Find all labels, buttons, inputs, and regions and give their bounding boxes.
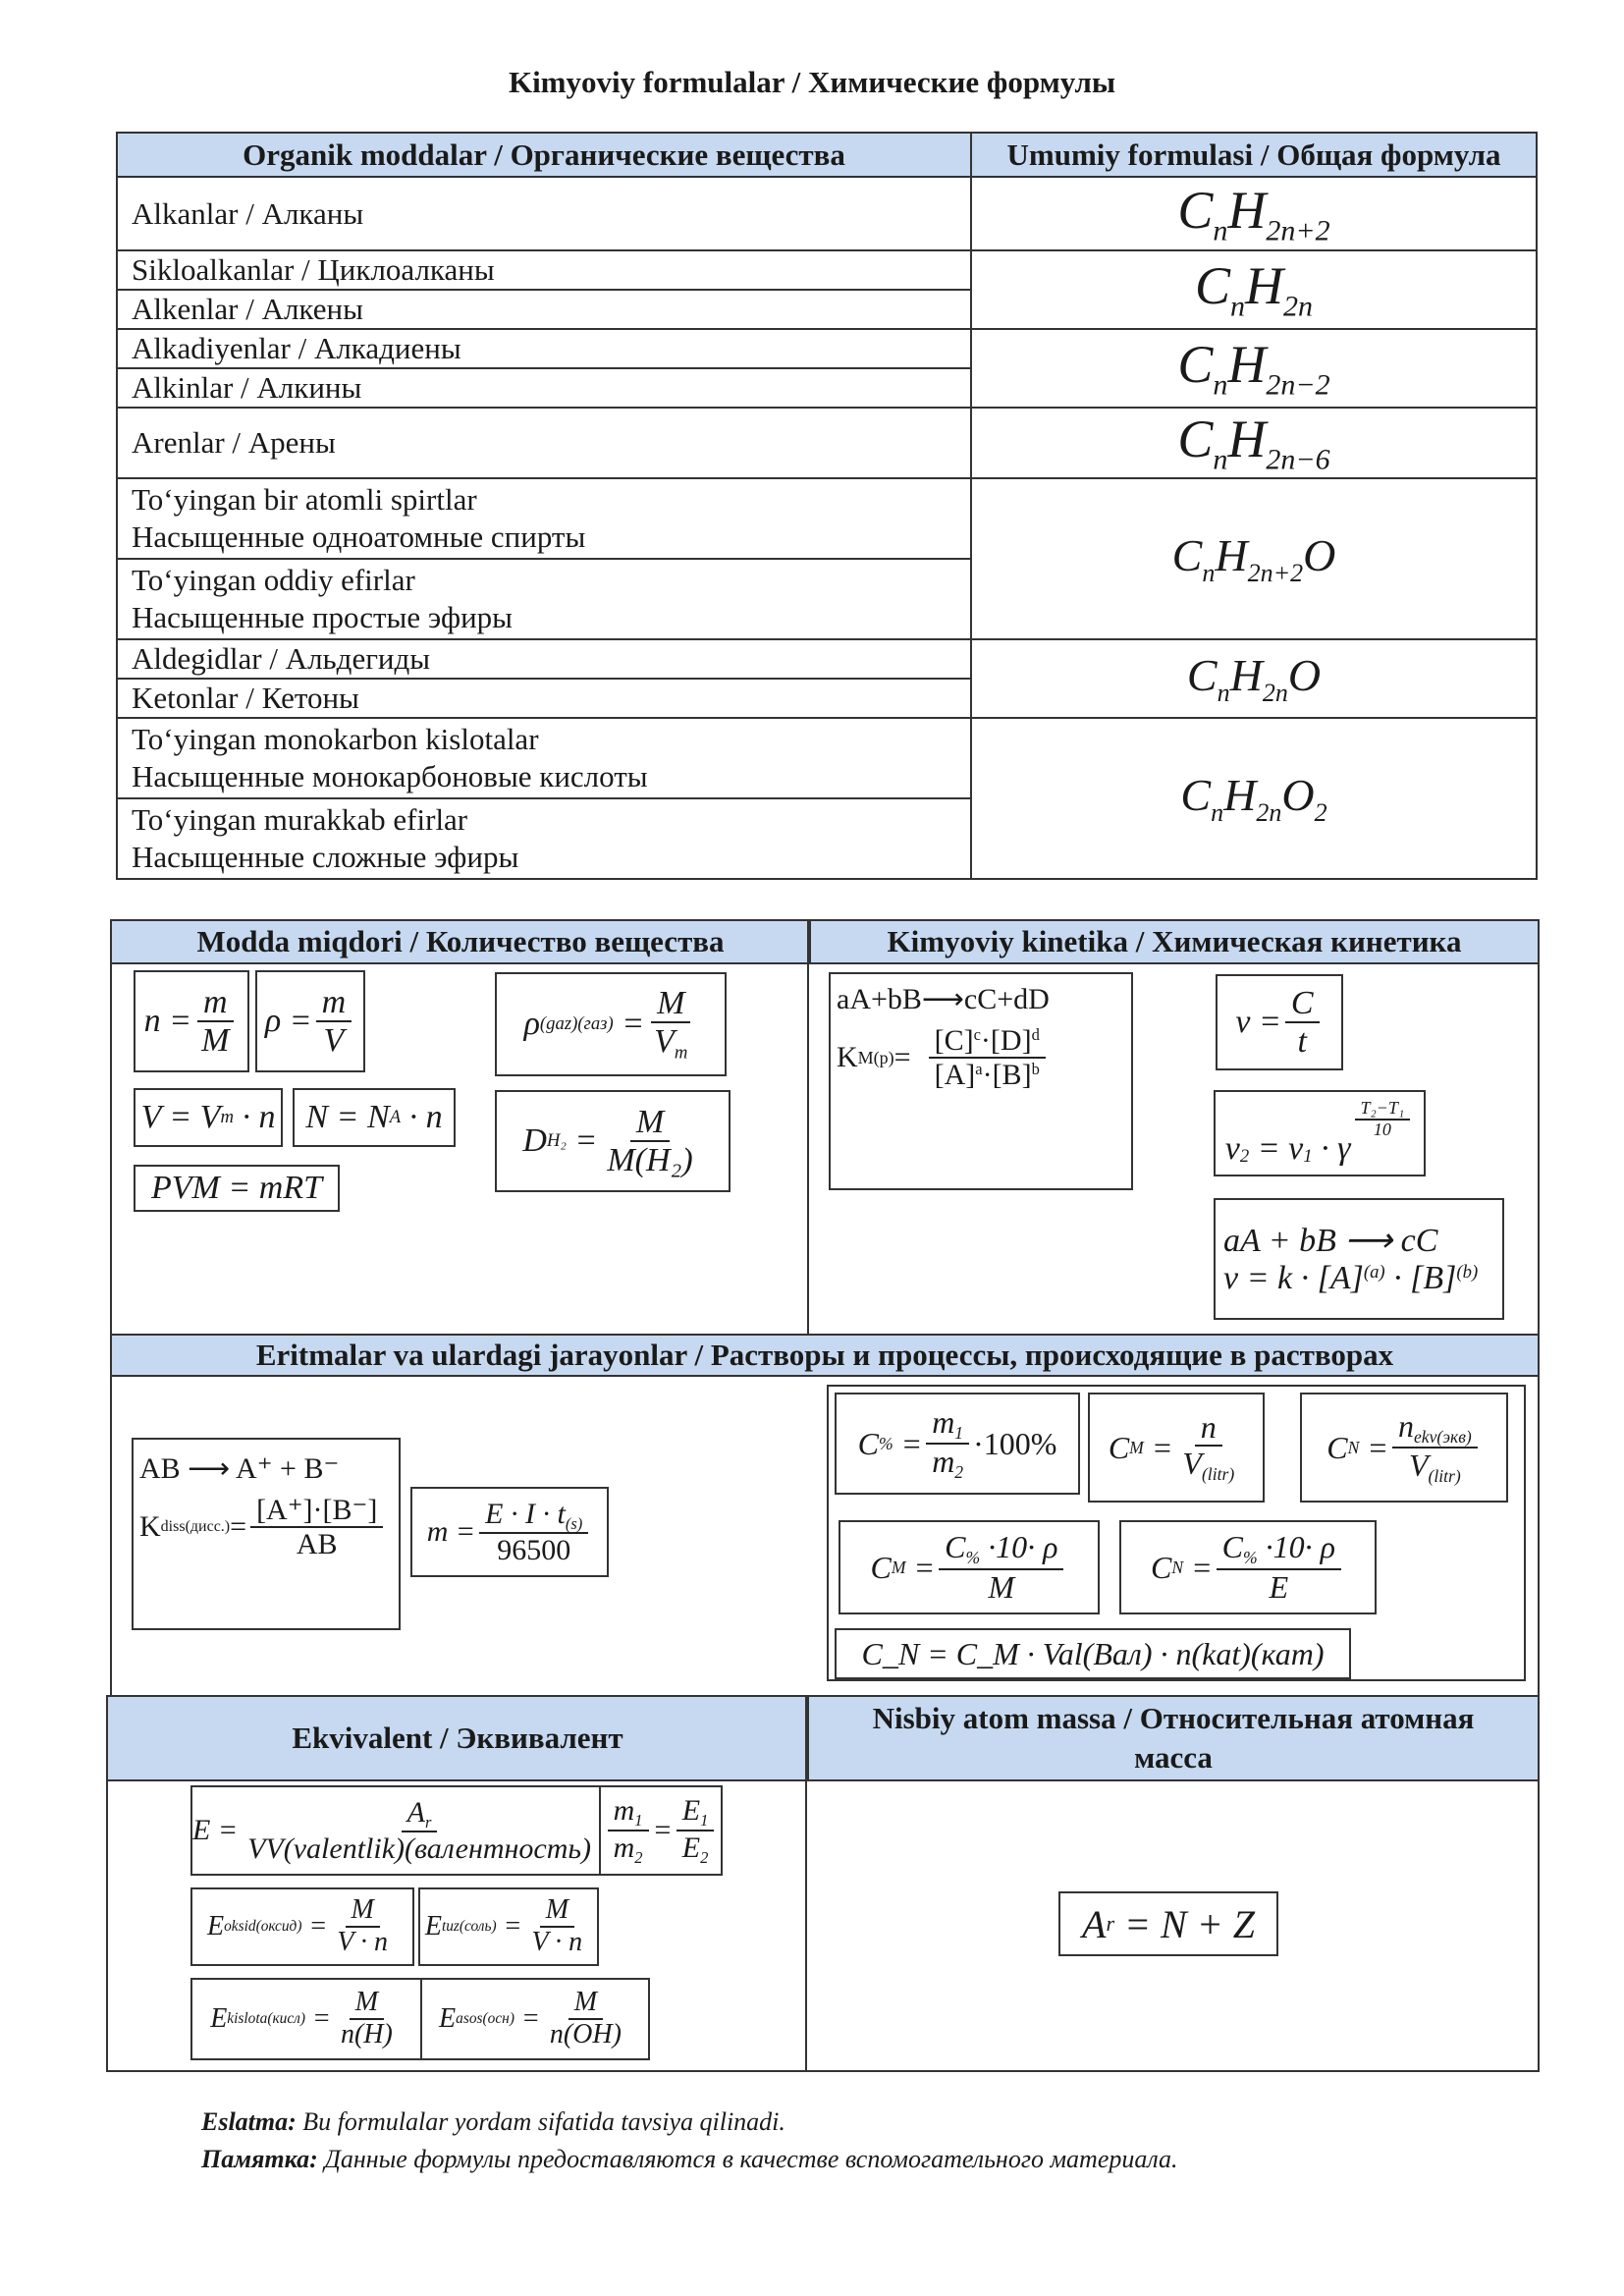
formula-alkynes: $C_nH_{2n-2}$ xyxy=(971,329,1537,408)
formula-eq-base: E asos(осн) = $\frac{M}{n(OH)}$ xyxy=(420,1978,650,2060)
formula-eq-salt: E tuz(соль) = $\frac{M}{V \cdot n}$ xyxy=(418,1887,599,1966)
row-alkynes: Alkinlar / Алкины xyxy=(117,368,971,408)
note-uz: Eslatma: Bu formulalar yordam sifatida tavsiya qilinadi. xyxy=(201,2107,785,2136)
formula-molarity: C M = $\frac{n}{V_{(litr)}}$ xyxy=(1088,1393,1265,1503)
formula-molarity-percent: C M = $\frac{C_{\%} \cdot 10\cdot \rho}{M}$ xyxy=(839,1520,1100,1614)
formula-aldehydes: $C_nH_{2n}O$ xyxy=(971,639,1537,718)
header-equivalent: Ekvivalent / Эквивалент xyxy=(108,1697,807,1781)
formula-gas-density: ρ (gaz)(газ) = $\frac{M}{V_m}$ xyxy=(495,972,727,1076)
header-atomic-mass-line2: масса xyxy=(1134,1740,1213,1775)
row-alcohols-ru: Насыщенные одноатомные спирты xyxy=(132,519,586,554)
header-kinetics: Kimyoviy kinetika / Химическая кинетика xyxy=(809,921,1538,964)
row-esters-uz: To‘yingan murakkab efirlar xyxy=(132,802,468,837)
formula-relative-density: D H₂ = $\frac{M}{\text{M(H₂)}}$ xyxy=(495,1090,731,1192)
formula-pv: PVM = mRT xyxy=(134,1165,340,1212)
formula-alcohols: $C_nH_{2n+2}O$ xyxy=(971,478,1537,639)
formula-normality-valence: C_N = C_M · Val(Вал) · n(kat)(кат) xyxy=(835,1628,1351,1679)
formula-faraday: m = $\frac{E \cdot I \cdot t_{(s)}}{96500}$ xyxy=(410,1487,609,1577)
row-cycloalkanes: Sikloalkanlar / Циклоалканы xyxy=(117,250,971,290)
row-acids-uz: To‘yingan monokarbon kislotalar xyxy=(132,722,539,756)
formula-eq-oxide: E oksid(оксид) = $\frac{M}{V \cdot n}$ xyxy=(190,1887,414,1966)
formula-rate: v = $\frac{C}{t}$ xyxy=(1216,974,1343,1070)
formula-density: ρ = $\frac{m}{V}$ xyxy=(255,970,365,1072)
simple-reaction: aA + bB ⟶ cC xyxy=(1223,1223,1438,1259)
formula-particles: N = N A · n xyxy=(293,1088,456,1147)
page-title: Kimyoviy formulalar / Химические формулы xyxy=(508,65,1116,99)
dissociation-equation: AB ⟶ A⁺ + B⁻ xyxy=(139,1452,340,1485)
formula-vant-hoff: v 2 = v 1 · γ $\frac{\text{T₂−T₁}}{10}$ xyxy=(1214,1090,1426,1176)
formula-alkenes: $C_nH_{2n}$ xyxy=(971,250,1537,329)
section-solutions xyxy=(110,1334,1540,1697)
row-arenes: Arenlar / Арены xyxy=(117,408,971,478)
row-alcohols xyxy=(117,478,971,559)
formula-mass-percent: C % = $\frac{m_1}{m_2}$ ·100% xyxy=(835,1393,1080,1495)
formula-volume: V = V m · n xyxy=(134,1088,283,1147)
section-equivalent-atomic xyxy=(106,1695,1540,2072)
formula-alkanes: $C_nH_{2n+2}$ xyxy=(971,177,1537,250)
row-alkenes: Alkenlar / Алкены xyxy=(117,290,971,329)
header-amount: Modda miqdori / Количество вещества xyxy=(112,921,809,964)
formula-equilibrium: aA+bB⟶cC+dD K M(p) = $\frac{[C]^c\cdot[D]^d}{[A]^a\cdot[B]^b}$ xyxy=(829,972,1133,1190)
formula-dissociation: AB ⟶ A⁺ + B⁻ K diss(дисс.) = $\frac{[A^+]\cdot[B^-]}{AB}$ xyxy=(132,1438,401,1630)
formula-mass-action: aA + bB ⟶ cC $v = k \cdot [A]^{(a)} \cdot [B]^{(b)}$ xyxy=(1214,1198,1504,1320)
note-ru: Памятка: Данные формулы предоставляются в качестве вспомогательного материала. xyxy=(201,2145,1178,2173)
row-alkanes: Alkanlar / Алканы xyxy=(117,177,971,250)
row-acids-ru: Насыщенные монокарбоновые кислоты xyxy=(132,759,648,793)
formula-equivalent: E = $\frac{A_r}{\text{VV(valentlik)(валентность)}}$ xyxy=(190,1785,603,1876)
formula-acids: $C_nH_{2n}O_2$ xyxy=(971,718,1537,879)
header-atomic-mass-line1: Nisbiy atom massa / Относительная атомная xyxy=(872,1701,1475,1735)
row-ethers xyxy=(117,559,971,639)
organic-formulas-table xyxy=(116,132,1538,880)
formula-atomic-mass: A r = N + Z xyxy=(1058,1891,1278,1956)
reaction-equation: aA+bB⟶cC+dD xyxy=(837,983,1050,1015)
row-esters xyxy=(117,798,971,879)
formula-normality: C N = $\frac{n_{ekv(экв)}}{V_{(litr)}}$ xyxy=(1300,1393,1508,1503)
row-alkadienes: Alkadiyenlar / Алкадиены xyxy=(117,329,971,368)
formula-mole: n = $\frac{m}{M}$ xyxy=(134,970,249,1072)
header-atomic-mass xyxy=(807,1697,1538,1781)
row-ketones: Ketonlar / Кетоны xyxy=(117,679,971,718)
table-header-formula: Umumiy formulasi / Общая формула xyxy=(971,133,1537,177)
row-acids xyxy=(117,718,971,798)
header-solutions: Eritmalar va ulardagi jarayonlar / Растворы и процессы, происходящие в растворах xyxy=(112,1336,1538,1377)
row-alcohols-uz: To‘yingan bir atomli spirtlar xyxy=(132,482,477,517)
row-ethers-ru: Насыщенные простые эфиры xyxy=(132,600,514,634)
row-ethers-uz: To‘yingan oddiy efirlar xyxy=(132,563,415,597)
table-header-organic: Organik moddalar / Органические вещества xyxy=(117,133,971,177)
row-aldehydes: Aldegidlar / Альдегиды xyxy=(117,639,971,679)
formula-eq-acid: E kislota(кисл) = $\frac{M}{n(H)}$ xyxy=(190,1978,422,2060)
formula-normality-percent: C N = $\frac{C_{\%} \cdot 10\cdot \rho}{E}$ xyxy=(1119,1520,1377,1614)
row-esters-ru: Насыщенные сложные эфиры xyxy=(132,840,519,874)
section-amount-kinetics xyxy=(110,919,1540,1336)
formula-arenes: $C_nH_{2n-6}$ xyxy=(971,408,1537,478)
formula-equivalent-ratio: $\frac{m_1}{m_2}$ = $\frac{E_1}{E_2}$ xyxy=(599,1785,723,1876)
